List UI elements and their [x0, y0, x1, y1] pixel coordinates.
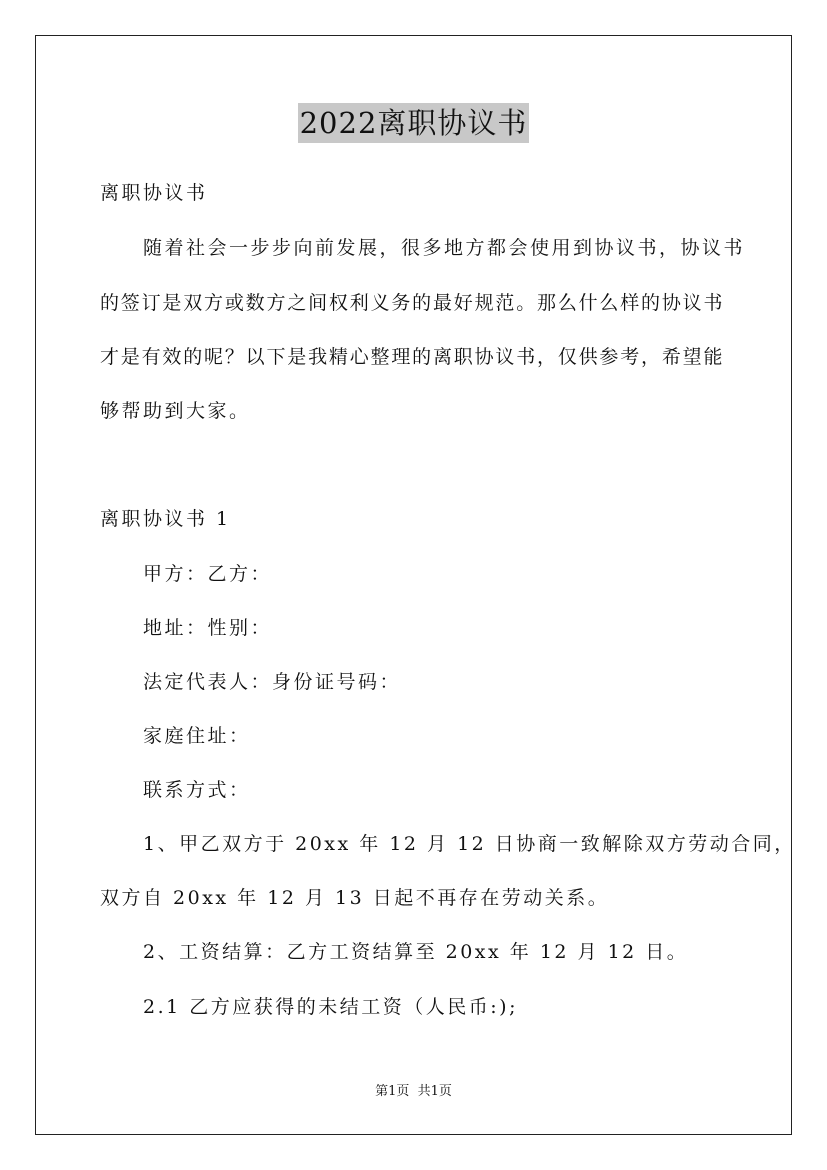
paragraph-line: 才是有效的呢？以下是我精心整理的离职协议书，仅供参考，希望能 — [100, 346, 724, 368]
clause-line: 2.1 乙方应获得的未结工资（人民币:); — [143, 996, 518, 1018]
field-line: 甲方：乙方： — [143, 563, 273, 585]
field-line: 法定代表人：身份证号码： — [143, 671, 402, 693]
section-heading: 离职协议书 — [100, 182, 208, 204]
field-line: 地址：性别： — [143, 617, 273, 639]
clause-line: 双方自 20xx 年 12 月 13 日起不再存在劳动关系。 — [100, 887, 610, 909]
section-heading: 离职协议书 1 — [100, 508, 231, 530]
title-wrap — [0, 103, 827, 143]
page-footer — [0, 1084, 827, 1100]
clause-line: 2、工资结算：乙方工资结算至 20xx 年 12 月 12 日。 — [143, 941, 689, 963]
document-title: 2022离职协议书 — [298, 103, 530, 143]
paragraph-line: 随着社会一步步向前发展，很多地方都会使用到协议书，协议书 — [143, 237, 746, 259]
clause-line: 1、甲乙双方于 20xx 年 12 月 12 日协商一致解除双方劳动合同， — [143, 833, 796, 855]
field-line: 家庭住址： — [143, 725, 251, 747]
paragraph-line: 够帮助到大家。 — [100, 400, 251, 422]
field-line: 联系方式： — [143, 779, 251, 801]
page-number: 第1页 共1页 — [375, 1084, 452, 1099]
paragraph-line: 的签订是双方或数方之间权利义务的最好规范。那么什么样的协议书 — [100, 292, 724, 314]
